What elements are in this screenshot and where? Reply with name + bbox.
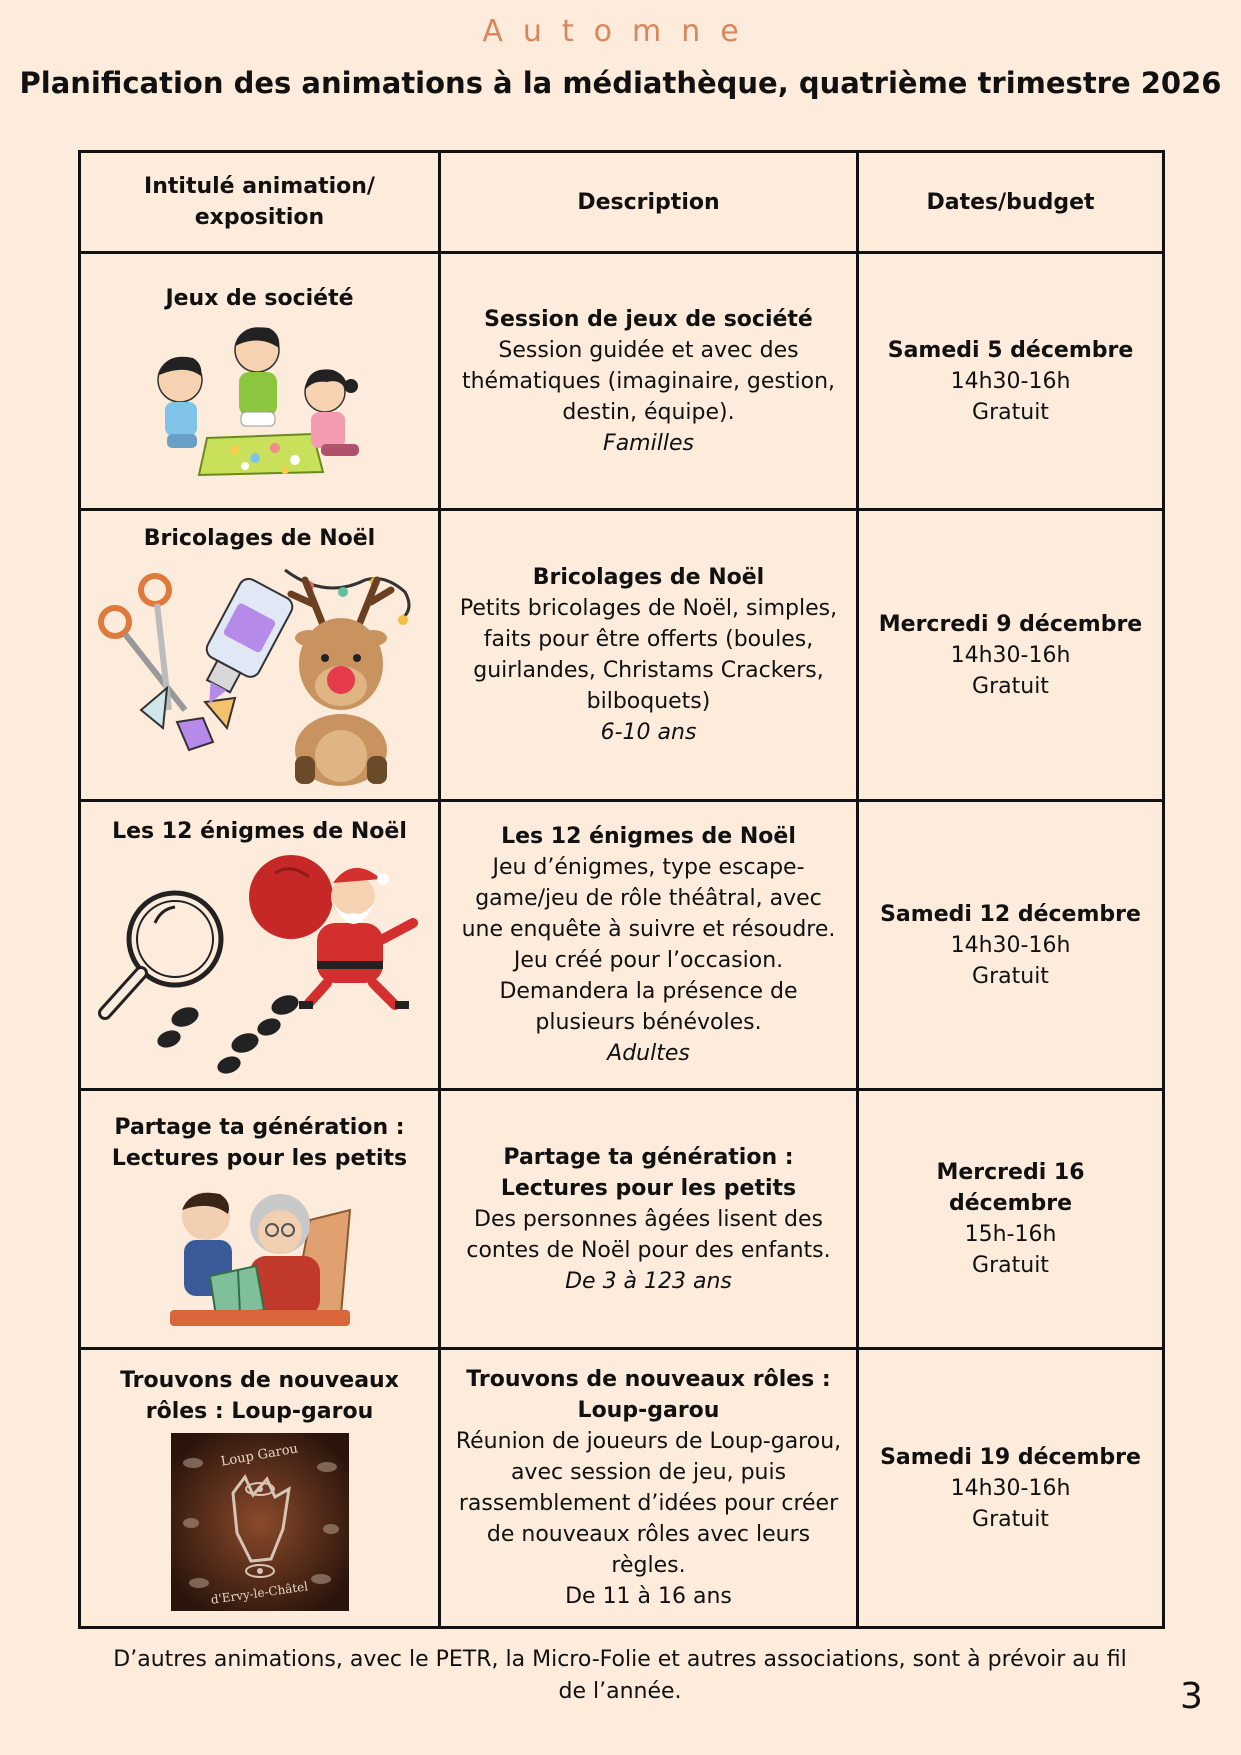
activity-date-cell [858,801,1164,1090]
column-header-title: Intitulé animation/ exposition [80,152,440,253]
description-title: Bricolages de Noël [532,565,765,590]
activity-date: Samedi 19 décembre [880,1444,1141,1470]
activity-budget: Gratuit [972,1253,1049,1278]
table-header-row [80,152,1164,253]
animation-schedule-table [78,150,1165,1629]
activity-description-cell [440,801,858,1090]
description-title: Les 12 énigmes de Noël [501,824,796,849]
activity-title: Bricolages de Noël [143,525,376,551]
audience-label: De 3 à 123 ans [565,1268,732,1294]
board-game-children-illustration [145,320,375,480]
description-body: Session guidée et avec des thématiques (imaginaire, gestion, destin, équipe). [461,337,836,425]
magnifier-santa-footprints-illustration [95,853,435,1075]
loup-garou-logo [171,1433,349,1611]
activity-date: Samedi 5 décembre [887,337,1134,363]
activity-time: 15h-16h [964,1222,1057,1247]
audience-label: 6-10 ans [600,720,697,745]
description-body: Petits bricolages de Noël, simples, faits pour être offerts (boules, guirlandes, Christams Crackers, bilboquets) [459,596,838,714]
activity-date: Mercredi 9 décembre [878,611,1143,637]
page-title: Planification des animations à la médiathèque, quatrième trimestre 2026 [19,66,1222,100]
table-row [80,801,1164,1090]
activity-time: 14h30-16h [950,1475,1071,1501]
activity-date-cell [858,253,1164,510]
season-heading: Automne [482,14,759,49]
logo-bottom-text: d'Ervy-le-Châtel [209,1579,309,1607]
activity-title-cell [80,1349,440,1628]
activity-date: Mercredi 16 décembre [936,1160,1085,1216]
activity-description-cell [440,1090,858,1349]
logo-top-text: Loup Garou [219,1441,299,1470]
description-body: Des personnes âgées lisent des contes de Noël pour des enfants. [466,1206,831,1263]
footer-note: D’autres animations, avec le PETR, la Micro-Folie et autres associations, sont à prévoir au fil de l’année. [113,1647,1127,1704]
description-body: Réunion de joueurs de Loup-garou, avec session de jeu, puis rassemblement d’idées pour créer de nouveaux rôles avec leurs règles. [455,1429,842,1578]
audience-label: De 11 à 16 ans [565,1584,732,1609]
description-title: Trouvons de nouveaux rôles : Loup-garou [466,1367,831,1423]
activity-description-cell [440,253,858,510]
activity-time: 14h30-16h [950,368,1071,394]
christmas-crafts-reindeer-illustration [95,560,435,788]
activity-date: Samedi 12 décembre [880,901,1141,927]
activity-title: Les 12 énigmes de Noël [112,818,407,844]
grandmother-reading-child-illustration [160,1180,360,1326]
activity-title: Trouvons de nouveaux rôles : Loup-garou [120,1368,399,1424]
activity-date-cell [858,1349,1164,1628]
activity-title: Jeux de société [165,285,354,311]
description-title: Partage ta génération : Lectures pour les petits [500,1144,797,1201]
activity-title-cell [80,1090,440,1349]
activity-title-cell [80,801,440,1090]
table-row [80,253,1164,510]
activity-time: 14h30-16h [950,642,1071,668]
activity-date-cell [858,510,1164,801]
activity-budget: Gratuit [972,1506,1049,1532]
activity-description-cell [440,1349,858,1628]
activity-title: Partage ta génération : Lectures pour les petits [111,1115,408,1171]
activity-date-cell [858,1090,1164,1349]
audience-label: Adultes [607,1041,690,1066]
table-row [80,1349,1164,1628]
description-title: Session de jeux de société [484,306,813,332]
page-number: 3 [1180,1676,1203,1717]
column-header-description: Description [440,152,858,253]
table-row [80,510,1164,801]
column-header-dates: Dates/budget [858,152,1164,253]
audience-label: Familles [603,430,694,456]
activity-budget: Gratuit [972,399,1049,425]
activity-title-cell [80,253,440,510]
activity-budget: Gratuit [972,673,1049,699]
activity-budget: Gratuit [972,963,1049,989]
activity-description-cell [440,510,858,801]
activity-time: 14h30-16h [950,932,1071,958]
description-body: Jeu d’énigmes, type escape-game/jeu de rôle théâtral, avec une enquête à suivre et résoudre. Jeu créé pour l’occasion. Demandera la présence de plusieurs bénévoles. [461,855,836,1035]
table-row [80,1090,1164,1349]
activity-title-cell [80,510,440,801]
